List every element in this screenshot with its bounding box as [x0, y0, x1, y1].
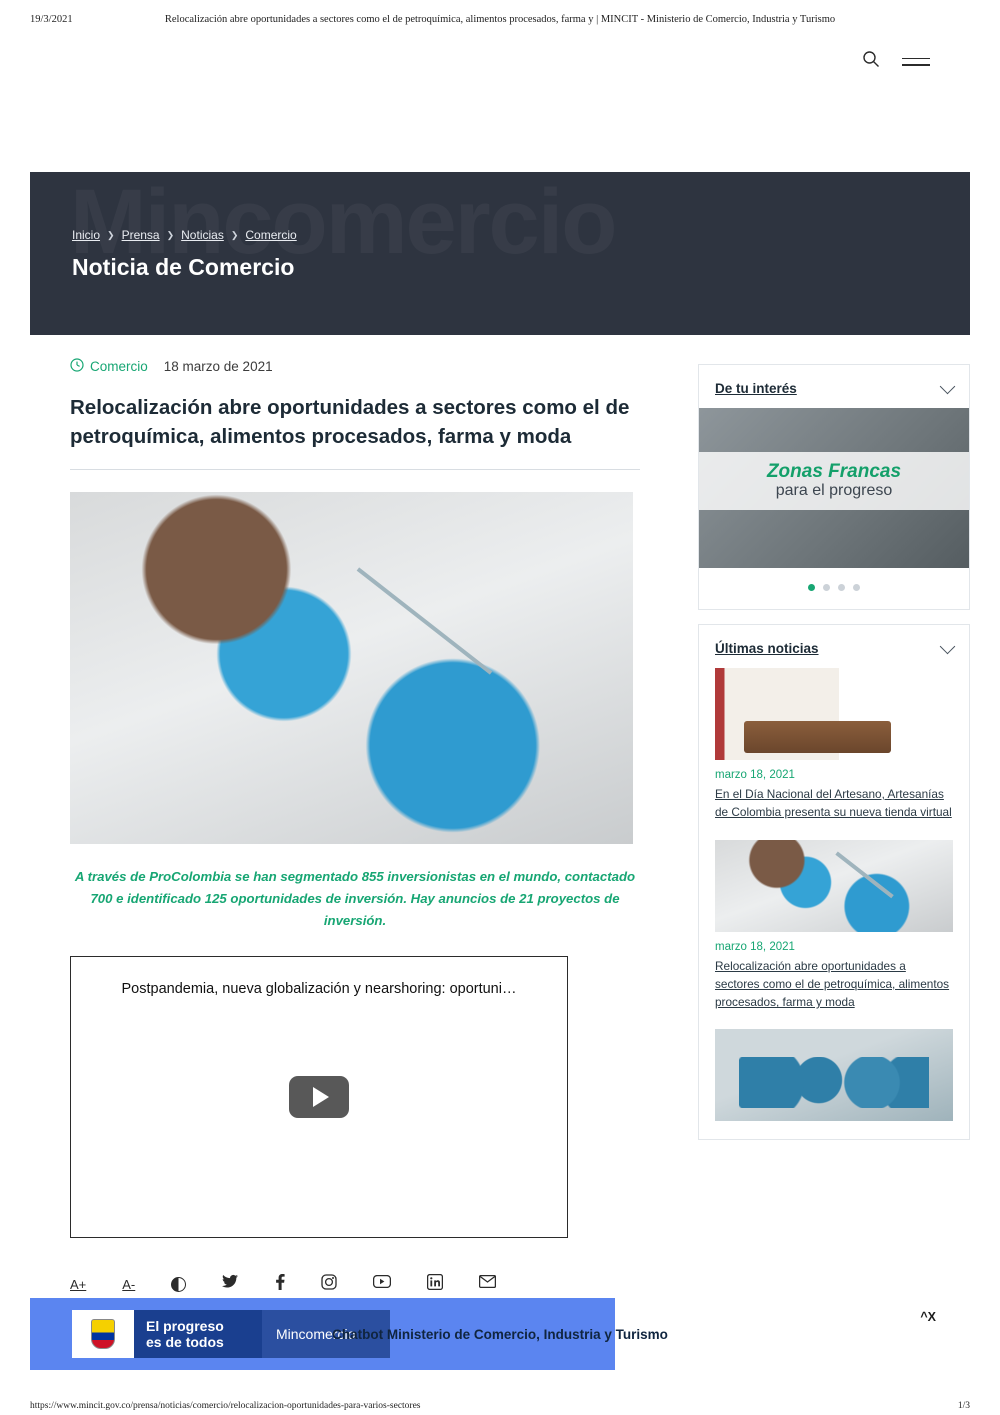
- site-header: [0, 40, 1000, 170]
- carousel-dot-3[interactable]: [838, 584, 845, 591]
- article-category-label: Comercio: [90, 359, 148, 374]
- progress-slogan-line1: El progreso: [146, 1317, 224, 1334]
- page-hero: [30, 172, 970, 335]
- carousel-banner-line2: para el progreso: [775, 481, 893, 499]
- breadcrumb-item-prensa[interactable]: Prensa: [121, 228, 160, 242]
- article-meta: [70, 358, 640, 375]
- list-item[interactable]: [699, 668, 969, 840]
- photo-illustration: [715, 840, 953, 932]
- breadcrumb-separator-icon: ❯: [166, 229, 175, 240]
- increase-font-button[interactable]: A+: [70, 1276, 87, 1292]
- list-item[interactable]: [699, 1029, 969, 1139]
- article-photo: [70, 492, 633, 844]
- linkedin-icon[interactable]: [427, 1274, 443, 1295]
- latest-news-header[interactable]: [699, 625, 969, 668]
- progress-slogan-line2: es de todos: [146, 1334, 224, 1350]
- decrease-font-button[interactable]: A-: [122, 1276, 136, 1292]
- brand-label: Mincomercio: [262, 1310, 390, 1358]
- carousel-banner-line1: Zonas Francas: [766, 460, 902, 482]
- carousel-dots[interactable]: [699, 568, 969, 609]
- print-page-number: 1/3: [957, 1401, 970, 1411]
- news-link[interactable]: En el Día Nacional del Artesano, Artesanías de Colombia presenta su nueva tienda virtual: [715, 787, 952, 820]
- email-icon[interactable]: [479, 1275, 496, 1293]
- interest-card: [698, 364, 970, 610]
- interest-card-title: De tu interés: [715, 381, 797, 396]
- chevron-down-icon[interactable]: [940, 378, 956, 394]
- news-thumbnail[interactable]: [715, 668, 953, 760]
- clock-icon: [70, 358, 84, 375]
- video-embed[interactable]: [70, 956, 568, 1238]
- chevron-down-icon[interactable]: [940, 638, 956, 654]
- facebook-icon[interactable]: [275, 1274, 285, 1295]
- sidebar: [698, 364, 970, 1154]
- photo-illustration: [715, 668, 953, 760]
- article: [70, 358, 640, 1295]
- carousel-dot-4[interactable]: [853, 584, 860, 591]
- photo-illustration: [715, 1029, 953, 1121]
- latest-news-title: Últimas noticias: [715, 641, 819, 656]
- interest-carousel[interactable]: [699, 408, 969, 568]
- carousel-dot-2[interactable]: [823, 584, 830, 591]
- print-page-title: Relocalización abre oportunidades a sectores como el de petroquímica, alimentos procesados, farma y | MINCIT - Ministerio de Comercio, Industria y Turismo: [164, 14, 836, 25]
- news-link[interactable]: Relocalización abre oportunidades a sectores como el de petroquímica, alimentos procesados, farma y moda: [715, 958, 950, 1010]
- article-divider: [70, 469, 640, 470]
- news-thumbnail[interactable]: [715, 840, 953, 932]
- article-title: Relocalización abre oportunidades a sectores como el de petroquímica, alimentos procesados, farma y moda: [70, 396, 630, 449]
- latest-news-card: [698, 624, 970, 1140]
- play-button-icon[interactable]: [289, 1076, 349, 1118]
- print-date: 19/3/2021: [30, 14, 73, 25]
- print-header: [0, 14, 1000, 25]
- interest-card-header[interactable]: [699, 365, 969, 408]
- article-tools: [70, 1274, 640, 1295]
- news-date: marzo 18, 2021: [715, 940, 795, 953]
- article-lead: A través de ProColombia se han segmentado 855 inversionistas en el mundo, contactado 700 e identificado 125 oportunidades de inversión. Hay anuncios de 21 proyectos de inversión.: [74, 869, 636, 928]
- list-item[interactable]: [699, 840, 969, 1030]
- print-url: https://www.mincit.gov.co/prensa/noticias/comercio/relocalizacion-oportunidades-para-varios-sectores: [30, 1401, 421, 1411]
- photo-illustration: [70, 492, 633, 844]
- instagram-icon[interactable]: [321, 1274, 337, 1295]
- breadcrumb: [72, 228, 297, 242]
- contrast-icon[interactable]: [171, 1277, 186, 1292]
- news-thumbnail[interactable]: [715, 1029, 953, 1121]
- breadcrumb-item-comercio[interactable]: Comercio: [245, 228, 297, 242]
- chatbot-label: Chatbot Ministerio de Comercio, Industria y Turismo: [332, 1326, 668, 1342]
- breadcrumb-item-inicio[interactable]: Inicio: [72, 228, 101, 242]
- chatbot-close-button[interactable]: ^X: [920, 1310, 936, 1324]
- news-date: marzo 18, 2021: [715, 769, 795, 781]
- youtube-icon[interactable]: [373, 1275, 391, 1293]
- search-icon[interactable]: [862, 50, 880, 73]
- chatbot-bar[interactable]: [30, 1298, 970, 1370]
- video-title: Postpandemia, nueva globalización y nearshoring: oportuni…: [121, 980, 517, 997]
- article-date: 18 marzo de 2021: [163, 359, 273, 374]
- breadcrumb-separator-icon: ❯: [230, 229, 239, 240]
- twitter-icon[interactable]: [222, 1274, 239, 1294]
- carousel-dot-1[interactable]: [808, 584, 815, 591]
- menu-icon[interactable]: [902, 53, 930, 71]
- breadcrumb-separator-icon: ❯: [107, 229, 115, 240]
- breadcrumb-item-noticias[interactable]: Noticias: [181, 228, 224, 242]
- header-actions: [862, 50, 930, 73]
- page-title: Noticia de Comercio: [72, 254, 295, 280]
- article-category[interactable]: [70, 358, 148, 375]
- carousel-banner: [699, 452, 969, 510]
